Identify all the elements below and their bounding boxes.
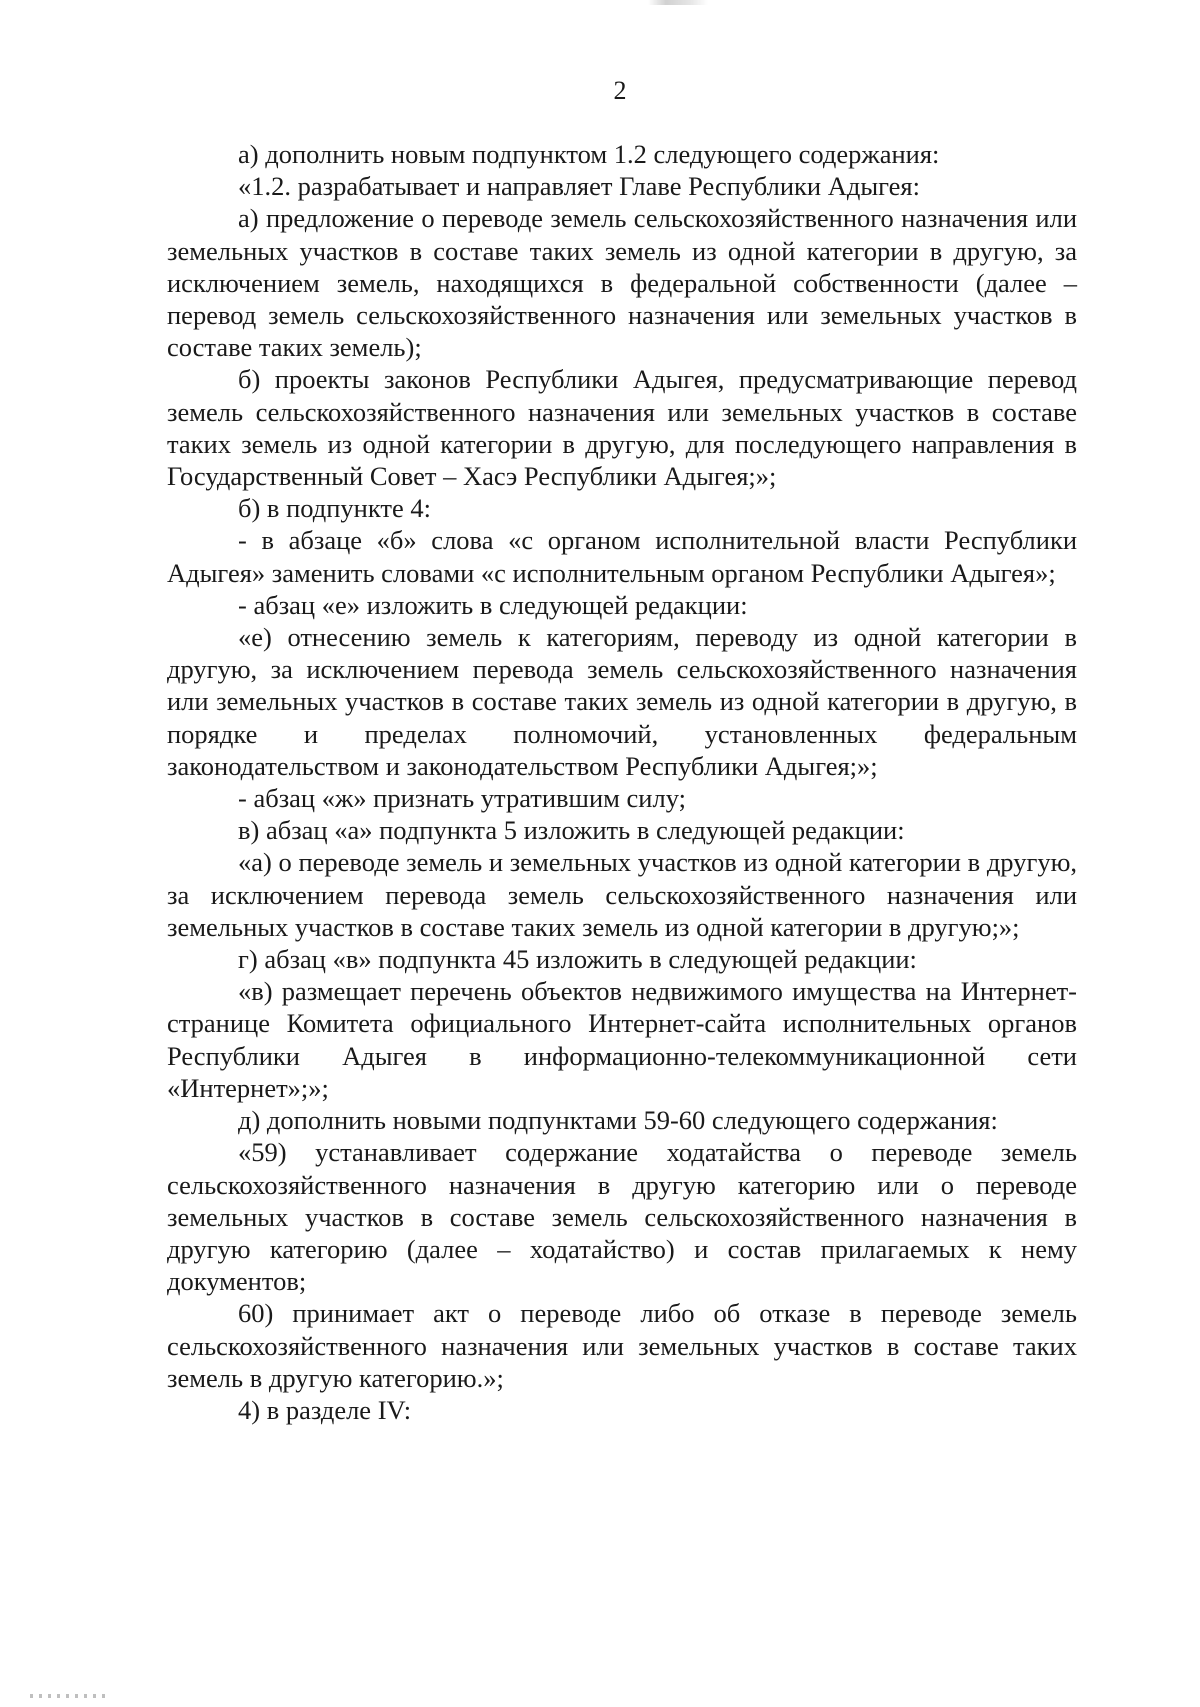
paragraph: 60) принимает акт о переводе либо об отказе в переводе земель сельскохозяйственного назначения или земельных участков в составе таких земель в другую категорию.»;: [167, 1298, 1077, 1393]
paragraph: «59) устанавливает содержание ходатайства о переводе земель сельскохозяйственного назначения в другую категорию или о переводе земельных участков в составе земель сельскохозяйственного назначения в другую категорию (далее – ходатайство) и состав прилагаемых к нему документов;: [167, 1137, 1077, 1297]
paragraph: д) дополнить новыми подпунктами 59-60 следующего содержания:: [238, 1105, 998, 1136]
paragraph: г) абзац «в» подпункта 45 изложить в следующей редакции:: [238, 944, 917, 975]
page-number: 2: [613, 76, 627, 105]
paragraph: - в абзаце «б» слова «с органом исполнительной власти Республики Адыгея» заменить словами «с исполнительным органом Республики Адыгея»;: [167, 525, 1077, 588]
paragraph: б) проекты законов Республики Адыгея, предусматривающие перевод земель сельскохозяйственного назначения или земельных участков в составе таких земель из одной категории в другую, для последующего направления в Государственный Совет – Хасэ Республики Адыгея;»;: [167, 364, 1077, 492]
paragraph: «в) размещает перечень объектов недвижимого имущества на Интернет-странице Комитета официального Интернет-сайта исполнительных органов Республики Адыгея в информационно-телекоммуникационной сети «Интернет»;»;: [167, 976, 1077, 1103]
paragraph: «е) отнесению земель к категориям, переводу из одной категории в другую, за исключением перевода земель сельскохозяйственного назначения или земельных участков в составе таких земель из одной категории в другую, в порядке и пределах полномочий, установленных федеральным законодательством и законодательством Республики Адыгея;»;: [167, 622, 1077, 781]
paragraph: а) предложение о переводе земель сельскохозяйственного назначения или земельных участков в составе таких земель из одной категории в другую, за исключением земель, находящихся в федеральной собственности (далее – перевод земель сельскохозяйственного назначения или земельных участков в составе таких земель);: [167, 203, 1077, 363]
paragraph: - абзац «ж» признать утратившим силу;: [238, 783, 686, 814]
paragraph: а) дополнить новым подпунктом 1.2 следующего содержания:: [238, 139, 940, 169]
paragraph: в) абзац «а» подпункта 5 изложить в следующей редакции:: [238, 815, 905, 846]
document-body: [167, 138, 1077, 1426]
paragraph: 4) в разделе IV:: [238, 1394, 412, 1425]
scan-artifact-top: [648, 0, 708, 5]
scan-artifact-bottom: [30, 1694, 110, 1698]
paragraph: «1.2. разрабатывает и направляет Главе Республики Адыгея:: [238, 171, 920, 202]
paragraph: «а) о переводе земель и земельных участков из одной категории в другую, за исключением перевода земель сельскохозяйственного назначения или земельных участков в составе таких земель из одной категории в другую;»;: [167, 847, 1077, 942]
paragraph: - абзац «е» изложить в следующей редакции:: [238, 589, 748, 620]
paragraph: б) в подпункте 4:: [238, 493, 431, 524]
